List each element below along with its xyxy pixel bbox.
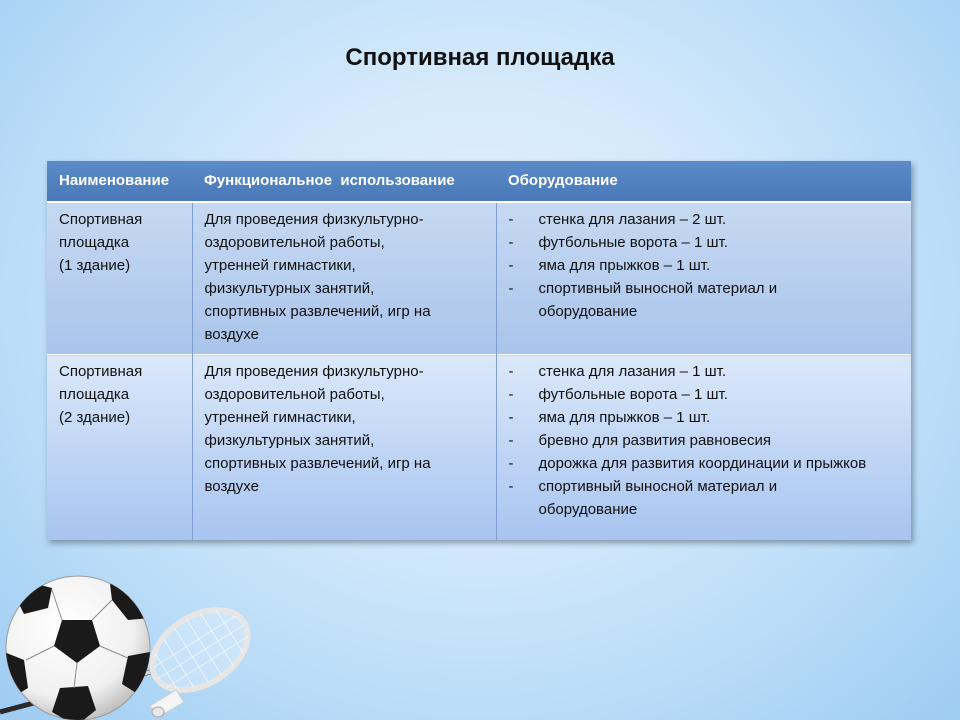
usage-line: спортивных развлечений, игр на	[204, 303, 431, 320]
list-item: - футбольные ворота – 1 шт.	[509, 383, 904, 406]
table-row	[47, 202, 911, 355]
name-line: (1 здание)	[59, 257, 131, 274]
usage-line: воздухе	[204, 478, 259, 495]
cell-usage	[192, 355, 496, 541]
list-item: - спортивный выносной материал и оборудование	[509, 277, 839, 323]
list-item: - бревно для развития равновесия	[509, 429, 904, 452]
table-row	[47, 355, 911, 541]
cell-equipment	[496, 202, 911, 355]
usage-line: спортивных развлечений, игр на	[204, 455, 431, 472]
name-line: площадка	[59, 234, 130, 251]
name-line: (2 здание)	[59, 409, 131, 426]
list-item: - яма для прыжков – 1 шт.	[509, 254, 904, 277]
usage-line: физкультурных занятий,	[204, 280, 375, 297]
list-item: - дорожка для развития координации и прыжков	[509, 452, 869, 475]
list-item: - яма для прыжков – 1 шт.	[509, 406, 904, 429]
usage-line: утренней гимнастики,	[204, 409, 356, 426]
name-line: площадка	[59, 386, 130, 403]
equipment-list	[509, 360, 904, 521]
header-usage: Функциональное использование	[192, 161, 496, 202]
header-name: Наименование	[47, 161, 192, 202]
header-equipment: Оборудование	[496, 161, 911, 202]
equipment-list	[509, 208, 904, 323]
sports-equipment-art	[0, 560, 330, 720]
usage-line: утренней гимнастики,	[204, 257, 356, 274]
name-line: Спортивная	[59, 211, 143, 228]
cell-usage	[192, 202, 496, 355]
usage-line: оздоровительной работы,	[204, 386, 385, 403]
name-line: Спортивная	[59, 363, 143, 380]
usage-line: воздухе	[204, 326, 259, 343]
usage-line: оздоровительной работы,	[204, 234, 385, 251]
list-item: - стенка для лазания – 1 шт.	[509, 360, 904, 383]
list-item: - спортивный выносной материал и оборудование	[509, 475, 839, 521]
usage-line: Для проведения физкультурно-	[204, 211, 424, 228]
list-item: - стенка для лазания – 2 шт.	[509, 208, 904, 231]
cell-name	[47, 355, 192, 541]
facility-table	[47, 161, 911, 540]
usage-line: физкультурных занятий,	[204, 432, 375, 449]
usage-line: Для проведения физкультурно-	[204, 363, 424, 380]
cell-name	[47, 202, 192, 355]
list-item: - футбольные ворота – 1 шт.	[509, 231, 904, 254]
cell-equipment	[496, 355, 911, 541]
shuttlecock-icon	[150, 690, 184, 717]
page-title: Спортивная площадка	[345, 44, 615, 71]
soccer-ball-icon	[0, 576, 160, 720]
table-header-row	[47, 161, 911, 202]
